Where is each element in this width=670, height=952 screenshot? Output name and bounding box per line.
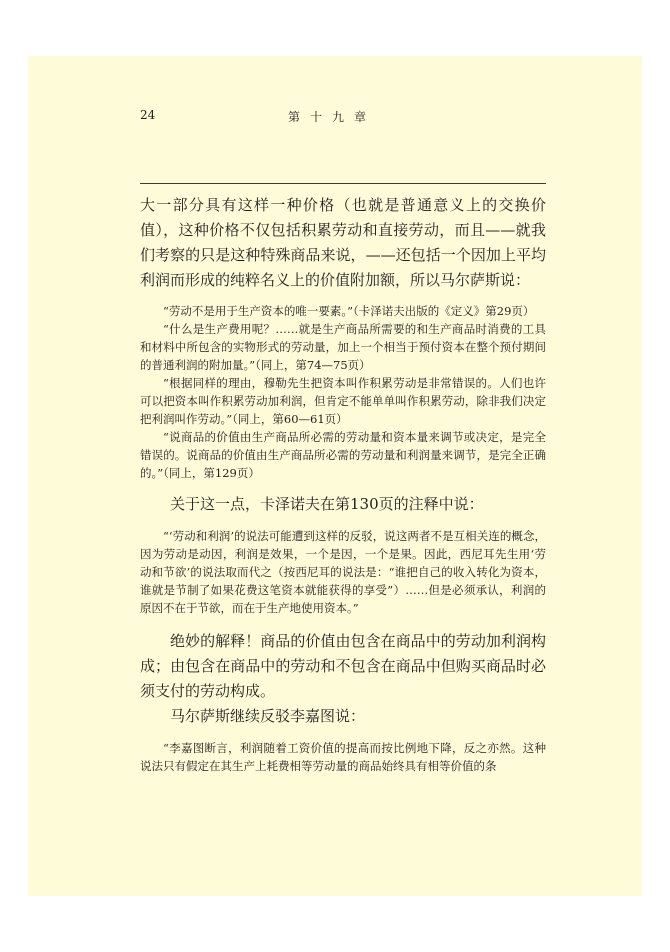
quote-3: “根据同样的理由，穆勒先生把资本叫作积累劳动是非常错误的。人们也许可以把资本叫作积累劳动加利润，但肯定不能单单叫作积累劳动，除非我们决定把利润叫作劳动。”（同上，第60—61页） <box>140 376 546 426</box>
chapter-title: 第十九章 <box>287 110 376 124</box>
quote-4: “说商品的价值由生产商品所必需的劳动量和资本量来调节或决定，是完全错误的。说商品的价值由生产商品所必需的劳动量和利润量来调节，是完全正确的。”（同上，第129页） <box>140 430 546 480</box>
quote-2: “什么是生产费用呢？……就是生产商品所需要的和生产商品时消费的工具和材料中所包含的实物形式的劳动量，加上一个相当于预付资本在整个预付期间的普通利润的附加量。”（同上，第74—75页） <box>140 322 546 372</box>
paragraph-2: 关于这一点，卡泽诺夫在第130页的注释中说： <box>170 495 484 513</box>
quote-5: “‘劳动和利润’的说法可能遭到这样的反驳，说这两者不是互相关连的概念，因为劳动是动因，利润是效果，一个是因，一个是果。因此，西尼耳先生用‘劳动和节欲’的说法取而代之（按西尼耳的说法是：“谁把自己的收入转化为资本，谁就是节制了如果花费这笔资本就能获得的享受”）……但是必须承认，利润的原因不在于节欲，而在于生产地使用资本。” <box>140 529 546 615</box>
paragraph-4: 马尔萨斯继续反驳李嘉图说： <box>170 707 366 725</box>
header-rule <box>140 183 546 184</box>
quote-1: “劳动不是用于生产资本的唯一要素。”（卡泽诺夫出版的《定义》第29页） <box>163 304 535 318</box>
quote-6: “李嘉图断言，利润随着工资价值的提高而按比例地下降，反之亦然。这种说法只有假定在其生产上耗费相等劳动量的商品始终具有相等价值的条 <box>140 741 546 773</box>
running-header <box>118 108 546 130</box>
paragraph-3: 绝妙的解释！商品的价值由包含在商品中的劳动加利润构成；由包含在商品中的劳动和不包含在商品中但购买商品时必须支付的劳动构成。 <box>140 632 546 700</box>
page-body <box>140 193 546 775</box>
page-number: 24 <box>140 108 156 122</box>
paragraph-1: 大一部分具有这样一种价格（也就是普通意义上的交换价值），这种价格不仅包括积累劳动和直接劳动，而且——就我们考察的只是这种特殊商品来说，——还包括一个因加上平均利润而形成的纯粹名义上的价值附加额，所以马尔萨斯说： <box>140 196 546 289</box>
